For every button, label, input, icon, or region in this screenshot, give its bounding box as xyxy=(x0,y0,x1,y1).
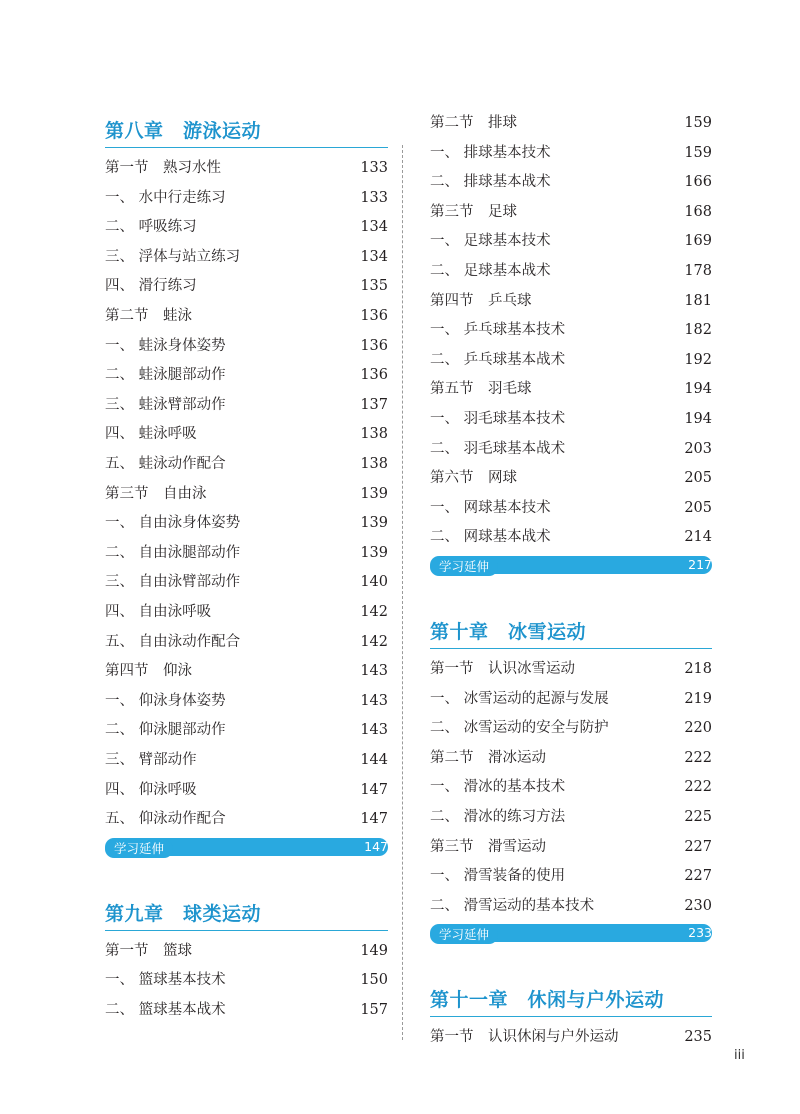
toc-item-entry[interactable] xyxy=(105,216,388,238)
toc-item-entry[interactable] xyxy=(105,808,388,830)
entry-page-number: 139 xyxy=(360,485,388,502)
entry-page-number: 140 xyxy=(360,574,388,591)
entry-label: 二、 网球基本战术 xyxy=(430,529,551,546)
toc-item-entry[interactable] xyxy=(105,246,388,268)
entry-page-number: 144 xyxy=(360,752,388,768)
entry-label: 第一节 熟习水性 xyxy=(105,160,221,176)
entry-label: 一、 足球基本技术 xyxy=(430,233,551,250)
entry-page-number: 133 xyxy=(360,189,388,206)
entry-label: 第一节 篮球 xyxy=(105,942,192,959)
toc-section-entry[interactable] xyxy=(105,157,388,179)
entry-label: 第四节 仰泳 xyxy=(105,663,192,680)
toc-item-entry[interactable] xyxy=(430,438,712,460)
learning-extension-entry[interactable] xyxy=(430,924,712,942)
entry-page-number: 233 xyxy=(688,925,712,941)
learning-extension-badge: 学习延伸 xyxy=(105,840,173,858)
entry-page-number: 139 xyxy=(360,544,388,561)
entry-label: 四、 蛙泳呼吸 xyxy=(105,426,197,443)
entry-label: 第三节 足球 xyxy=(430,203,517,220)
toc-item-entry[interactable] xyxy=(430,865,712,887)
toc-section-entry[interactable] xyxy=(430,201,712,223)
toc-item-entry[interactable] xyxy=(105,601,388,623)
toc-item-entry[interactable] xyxy=(105,690,388,712)
toc-item-entry[interactable] xyxy=(105,969,388,991)
entry-page-number: 227 xyxy=(684,838,712,855)
entry-page-number: 147 xyxy=(360,781,388,798)
chapter-heading[interactable] xyxy=(430,618,712,649)
toc-item-entry[interactable] xyxy=(105,423,388,445)
chapter-title: 第十一章 休闲与户外运动 xyxy=(430,989,665,1012)
entry-label: 一、 羽毛球基本技术 xyxy=(430,411,566,427)
entry-page-number: 138 xyxy=(360,426,388,443)
entry-page-number: 214 xyxy=(684,529,712,546)
entry-label: 一、 篮球基本技术 xyxy=(105,972,226,989)
entry-page-number: 192 xyxy=(684,351,712,368)
toc-item-entry[interactable] xyxy=(430,349,712,371)
entry-label: 二、 仰泳腿部动作 xyxy=(105,722,226,739)
entry-page-number: 235 xyxy=(684,1029,712,1046)
toc-section-entry[interactable] xyxy=(430,112,712,134)
entry-page-number: 136 xyxy=(360,308,388,324)
chapter-title: 第九章 球类运动 xyxy=(105,902,262,925)
entry-label: 第三节 自由泳 xyxy=(105,485,207,502)
entry-page-number: 220 xyxy=(684,720,712,737)
entry-page-number: 134 xyxy=(360,248,388,265)
entry-label: 一、 乒乓球基本技术 xyxy=(430,322,566,339)
toc-item-entry[interactable] xyxy=(105,779,388,801)
toc-item-entry[interactable] xyxy=(430,497,712,519)
toc-section-entry[interactable] xyxy=(430,1026,712,1048)
entry-page-number: 182 xyxy=(684,322,712,339)
chapter-heading[interactable] xyxy=(105,117,388,148)
toc-section-entry[interactable] xyxy=(430,658,712,680)
toc-item-entry[interactable] xyxy=(430,230,712,252)
toc-item-entry[interactable] xyxy=(430,895,712,917)
entry-page-number: 136 xyxy=(360,367,388,384)
entry-label: 一、 排球基本技术 xyxy=(430,144,551,161)
entry-page-number: 227 xyxy=(684,868,712,885)
toc-item-entry[interactable] xyxy=(105,394,388,416)
entry-label: 二、 排球基本战术 xyxy=(430,174,551,191)
entry-label: 一、 滑雪装备的使用 xyxy=(430,868,566,885)
column-divider xyxy=(402,145,403,1040)
entry-label: 第三节 滑雪运动 xyxy=(430,838,546,855)
entry-label: 一、 网球基本技术 xyxy=(430,499,551,516)
entry-label: 一、 滑冰的基本技术 xyxy=(430,779,566,796)
learning-extension-entry[interactable] xyxy=(105,838,388,856)
toc-item-entry[interactable] xyxy=(430,319,712,341)
chapter-heading[interactable] xyxy=(105,900,388,931)
entry-page-number: 143 xyxy=(360,722,388,739)
entry-page-number: 142 xyxy=(360,633,388,650)
entry-page-number: 159 xyxy=(684,115,712,131)
entry-page-number: 219 xyxy=(684,690,712,707)
learning-extension-badge: 学习延伸 xyxy=(430,558,498,576)
toc-item-entry[interactable] xyxy=(430,171,712,193)
toc-item-entry[interactable] xyxy=(430,776,712,798)
entry-label: 五、 蛙泳动作配合 xyxy=(105,456,226,472)
toc-item-entry[interactable] xyxy=(105,631,388,653)
entry-page-number: 194 xyxy=(684,381,712,398)
entry-page-number: 169 xyxy=(684,233,712,250)
entry-label: 二、 自由泳腿部动作 xyxy=(105,544,241,561)
entry-page-number: 143 xyxy=(360,663,388,680)
toc-item-entry[interactable] xyxy=(105,749,388,771)
chapter-heading[interactable] xyxy=(430,986,712,1017)
entry-label: 三、 臂部动作 xyxy=(105,752,197,768)
toc-section-entry[interactable] xyxy=(430,747,712,769)
entry-page-number: 218 xyxy=(684,661,712,677)
entry-label: 四、 自由泳呼吸 xyxy=(105,604,212,620)
toc-item-entry[interactable] xyxy=(105,999,388,1021)
chapter-title: 第十章 冰雪运动 xyxy=(430,621,587,643)
entry-page-number: 194 xyxy=(684,411,712,427)
entry-page-number: 222 xyxy=(684,749,712,766)
entry-page-number: 149 xyxy=(360,942,388,959)
entry-label: 第一节 认识休闲与户外运动 xyxy=(430,1029,619,1046)
entry-label: 第二节 排球 xyxy=(430,115,517,131)
entry-label: 一、 冰雪运动的起源与发展 xyxy=(430,690,609,707)
learning-extension-badge: 学习延伸 xyxy=(430,926,498,944)
entry-label: 二、 羽毛球基本战术 xyxy=(430,440,566,457)
toc-item-entry[interactable] xyxy=(430,806,712,828)
entry-page-number: 136 xyxy=(360,337,388,354)
entry-page-number: 181 xyxy=(684,292,712,309)
entry-label: 二、 呼吸练习 xyxy=(105,219,197,236)
toc-item-entry[interactable] xyxy=(430,408,712,430)
entry-label: 二、 乒乓球基本战术 xyxy=(430,351,566,368)
entry-label: 第六节 网球 xyxy=(430,470,517,487)
toc-item-entry[interactable] xyxy=(105,542,388,564)
entry-page-number: 157 xyxy=(360,1002,388,1018)
entry-page-number: 203 xyxy=(684,440,712,457)
entry-page-number: 168 xyxy=(684,203,712,220)
entry-page-number: 147 xyxy=(360,811,388,828)
toc-item-entry[interactable] xyxy=(430,688,712,710)
toc-item-entry[interactable] xyxy=(430,142,712,164)
entry-label: 二、 篮球基本战术 xyxy=(105,1002,226,1018)
entry-label: 一、 蛙泳身体姿势 xyxy=(105,337,226,354)
entry-page-number: 147 xyxy=(364,838,388,854)
entry-label: 二、 冰雪运动的安全与防护 xyxy=(430,720,609,737)
entry-label: 二、 滑雪运动的基本技术 xyxy=(430,897,595,914)
entry-label: 第五节 羽毛球 xyxy=(430,381,532,398)
entry-label: 一、 自由泳身体姿势 xyxy=(105,515,241,532)
entry-page-number: 217 xyxy=(688,557,712,572)
chapter-title: 第八章 游泳运动 xyxy=(105,120,262,142)
toc-item-entry[interactable] xyxy=(105,512,388,534)
entry-label: 三、 自由泳臂部动作 xyxy=(105,574,241,591)
toc-item-entry[interactable] xyxy=(105,571,388,593)
entry-page-number: 159 xyxy=(684,144,712,161)
entry-page-number: 150 xyxy=(360,972,388,989)
toc-section-entry[interactable] xyxy=(430,290,712,312)
toc-section-entry[interactable] xyxy=(105,660,388,682)
entry-page-number: 225 xyxy=(684,809,712,825)
entry-page-number: 142 xyxy=(360,604,388,620)
learning-extension-entry[interactable] xyxy=(430,556,712,574)
entry-page-number: 139 xyxy=(360,515,388,532)
toc-section-entry[interactable] xyxy=(105,483,388,505)
toc-item-entry[interactable] xyxy=(430,526,712,548)
toc-section-entry[interactable] xyxy=(105,940,388,962)
toc-item-entry[interactable] xyxy=(105,187,388,209)
entry-page-number: 137 xyxy=(360,396,388,413)
entry-page-number: 143 xyxy=(360,692,388,709)
entry-label: 第四节 乒乓球 xyxy=(430,292,532,309)
entry-label: 三、 蛙泳臂部动作 xyxy=(105,396,226,413)
entry-page-number: 134 xyxy=(360,219,388,236)
entry-page-number: 222 xyxy=(684,779,712,796)
entry-label: 二、 足球基本战术 xyxy=(430,263,551,279)
toc-section-entry[interactable] xyxy=(430,467,712,489)
entry-page-number: 138 xyxy=(360,456,388,472)
toc-item-entry[interactable] xyxy=(105,364,388,386)
toc-item-entry[interactable] xyxy=(105,719,388,741)
entry-label: 四、 仰泳呼吸 xyxy=(105,781,197,798)
entry-label: 三、 浮体与站立练习 xyxy=(105,248,241,265)
entry-label: 第一节 认识冰雪运动 xyxy=(430,661,575,677)
entry-page-number: 230 xyxy=(684,897,712,914)
toc-section-entry[interactable] xyxy=(430,378,712,400)
toc-item-entry[interactable] xyxy=(105,453,388,475)
entry-page-number: 178 xyxy=(684,263,712,279)
page-number: iii xyxy=(734,1048,745,1063)
entry-page-number: 205 xyxy=(684,499,712,516)
entry-label: 二、 蛙泳腿部动作 xyxy=(105,367,226,384)
entry-label: 五、 自由泳动作配合 xyxy=(105,633,241,650)
entry-page-number: 166 xyxy=(684,174,712,191)
entry-label: 四、 滑行练习 xyxy=(105,278,197,295)
toc-item-entry[interactable] xyxy=(105,335,388,357)
entry-page-number: 205 xyxy=(684,470,712,487)
entry-page-number: 133 xyxy=(360,160,388,176)
entry-label: 一、 水中行走练习 xyxy=(105,189,226,206)
entry-page-number: 135 xyxy=(360,278,388,295)
entry-label: 二、 滑冰的练习方法 xyxy=(430,809,566,825)
toc-item-entry[interactable] xyxy=(430,260,712,282)
toc-section-entry[interactable] xyxy=(430,836,712,858)
toc-section-entry[interactable] xyxy=(105,305,388,327)
entry-label: 一、 仰泳身体姿势 xyxy=(105,692,226,709)
toc-item-entry[interactable] xyxy=(105,275,388,297)
entry-label: 第二节 蛙泳 xyxy=(105,308,192,324)
toc-item-entry[interactable] xyxy=(430,717,712,739)
entry-label: 第二节 滑冰运动 xyxy=(430,749,546,766)
entry-label: 五、 仰泳动作配合 xyxy=(105,811,226,828)
